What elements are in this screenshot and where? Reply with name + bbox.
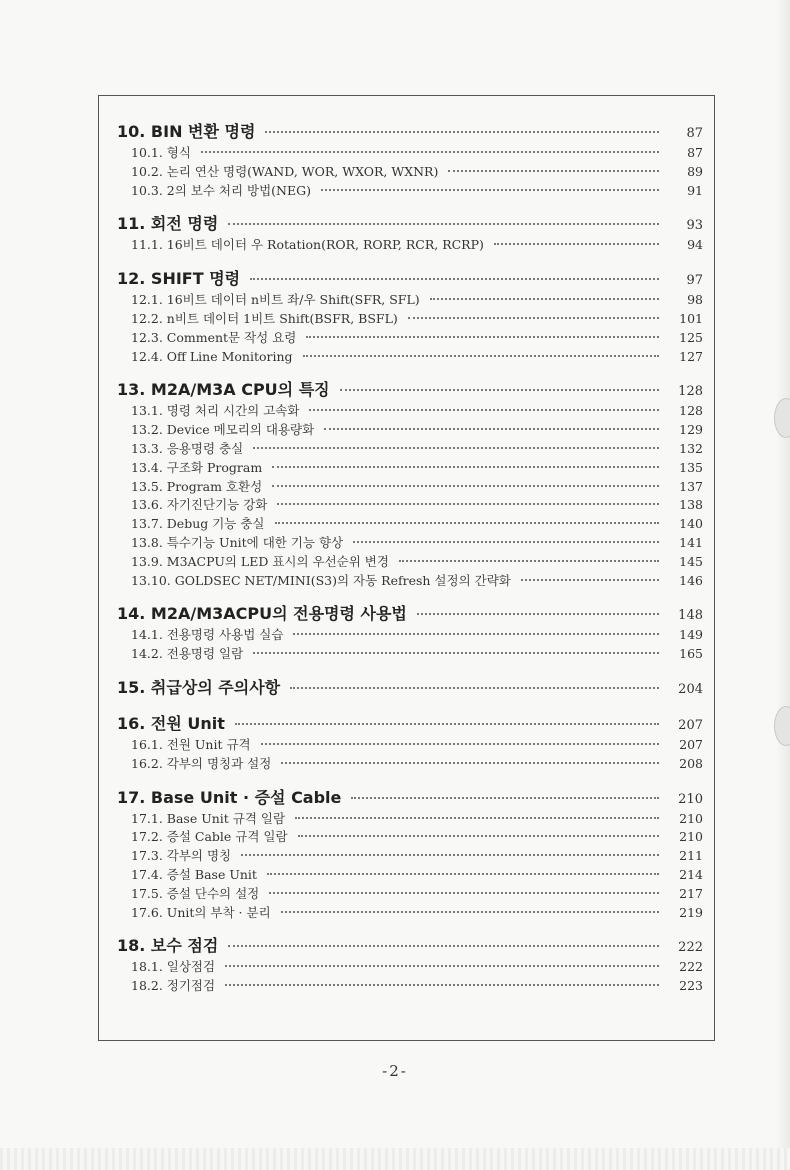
subsection-entry-page: 94 xyxy=(687,237,703,253)
chapter-entry-title: 11. 회전 명령 xyxy=(117,214,219,234)
subsection-entry[interactable] xyxy=(117,163,703,182)
subsection-entry-page: 141 xyxy=(679,534,703,550)
subsection-entry[interactable] xyxy=(117,958,703,977)
subsection-entry-page: 210 xyxy=(679,829,703,845)
dot-leader xyxy=(267,873,659,875)
dot-leader xyxy=(290,687,659,689)
subsection-entry-title: 12.3. Comment문 작성 요령 xyxy=(131,329,297,345)
subsection-entry[interactable] xyxy=(117,329,703,348)
dot-leader xyxy=(309,409,659,411)
subsection-entry-title: 13.10. GOLDSEC NET/MINI(S3)의 자동 Refresh 설정의 간략화 xyxy=(131,572,511,588)
subsection-entry-page: 127 xyxy=(679,348,703,364)
subsection-entry-title: 11.1. 16비트 데이터 우 Rotation(ROR, RORP, RCR, RCRP) xyxy=(131,237,484,253)
toc-section xyxy=(117,267,703,366)
dot-leader xyxy=(351,797,659,799)
subsection-entry-title: 13.8. 특수기능 Unit에 대한 기능 향상 xyxy=(131,534,344,550)
subsection-entry[interactable] xyxy=(117,828,703,847)
scan-band xyxy=(0,1148,790,1170)
dot-leader xyxy=(241,854,659,856)
subsection-entry[interactable] xyxy=(117,291,703,310)
dot-leader xyxy=(261,743,659,745)
subsection-entry-title: 18.2. 정기점검 xyxy=(131,978,216,994)
subsection-entry-title: 17.1. Base Unit 규격 일람 xyxy=(131,810,286,826)
subsection-entry-title: 13.4. 구조화 Program xyxy=(131,459,263,475)
subsection-entry-page: 207 xyxy=(679,736,703,752)
chapter-entry[interactable] xyxy=(117,378,703,402)
dot-leader xyxy=(265,131,659,133)
chapter-entry-page: 128 xyxy=(678,384,703,400)
table-of-contents xyxy=(117,120,703,1008)
dot-leader xyxy=(324,428,659,430)
subsection-entry-page: 87 xyxy=(687,145,703,160)
subsection-entry-page: 145 xyxy=(679,553,703,569)
subsection-entry[interactable] xyxy=(117,459,703,478)
dot-leader xyxy=(250,278,659,280)
dot-leader xyxy=(340,389,659,391)
subsection-entry[interactable] xyxy=(117,572,703,591)
subsection-entry[interactable] xyxy=(117,534,703,553)
dot-leader xyxy=(281,911,659,913)
subsection-entry-page: 208 xyxy=(679,755,703,771)
subsection-entry[interactable] xyxy=(117,645,703,664)
chapter-entry-page: 148 xyxy=(678,608,703,624)
subsection-entry[interactable] xyxy=(117,736,703,755)
chapter-entry-page: 222 xyxy=(678,940,703,956)
page-number: -2- xyxy=(382,1062,408,1080)
dot-leader xyxy=(448,170,659,172)
subsection-entry-title: 13.1. 명령 처리 시간의 고속화 xyxy=(131,403,300,419)
subsection-entry-page: 91 xyxy=(687,182,703,198)
chapter-entry-page: 93 xyxy=(686,218,703,234)
subsection-entry-title: 13.2. Device 메모리의 대용량화 xyxy=(131,422,315,438)
chapter-entry[interactable] xyxy=(117,120,703,144)
subsection-entry-title: 10.1. 형식 xyxy=(131,145,191,160)
subsection-entry[interactable] xyxy=(117,977,703,996)
subsection-entry-page: 217 xyxy=(679,885,703,901)
toc-section xyxy=(117,120,703,200)
chapter-entry-page: 210 xyxy=(678,791,703,807)
subsection-entry[interactable] xyxy=(117,144,703,163)
subsection-entry-title: 18.1. 일상점검 xyxy=(131,959,216,975)
subsection-entry-page: 210 xyxy=(679,810,703,826)
dot-leader xyxy=(275,522,660,524)
subsection-entry[interactable] xyxy=(117,810,703,829)
subsection-entry-title: 12.2. n비트 데이터 1비트 Shift(BSFR, BSFL) xyxy=(131,310,398,326)
subsection-entry-page: 219 xyxy=(679,904,703,920)
subsection-entry-page: 101 xyxy=(679,310,703,326)
dot-leader xyxy=(295,817,659,819)
chapter-entry[interactable] xyxy=(117,676,703,700)
subsection-entry[interactable] xyxy=(117,440,703,459)
dot-leader xyxy=(430,298,659,300)
subsection-entry-title: 14.2. 전용명령 일람 xyxy=(131,646,244,662)
dot-leader xyxy=(253,652,659,654)
subsection-entry-title: 10.2. 논리 연산 명령(WAND, WOR, WXOR, WXNR) xyxy=(131,163,439,179)
subsection-entry-title: 13.5. Program 호환성 xyxy=(131,478,263,494)
subsection-entry-title: 10.3. 2의 보수 처리 방법(NEG) xyxy=(131,182,311,198)
chapter-entry-title: 15. 취급상의 주의사항 xyxy=(117,677,281,697)
subsection-entry-page: 223 xyxy=(679,978,703,994)
subsection-entry-page: 129 xyxy=(679,422,703,438)
subsection-entry-page: 146 xyxy=(679,572,703,588)
subsection-entry[interactable] xyxy=(117,866,703,885)
chapter-entry[interactable] xyxy=(117,786,703,810)
subsection-entry-title: 13.9. M3ACPU의 LED 표시의 우선순위 변경 xyxy=(131,553,389,569)
dot-leader xyxy=(399,560,659,562)
subsection-entry-page: 135 xyxy=(679,459,703,475)
subsection-entry-page: 128 xyxy=(679,403,703,419)
dot-leader xyxy=(225,984,659,986)
toc-section xyxy=(117,676,703,700)
dot-leader xyxy=(417,613,659,615)
subsection-entry[interactable] xyxy=(117,478,703,497)
chapter-entry[interactable] xyxy=(117,934,703,958)
dot-leader xyxy=(293,633,659,635)
subsection-entry-page: 125 xyxy=(679,329,703,345)
subsection-entry-title: 17.3. 각부의 명칭 xyxy=(131,848,232,864)
dot-leader xyxy=(321,189,659,191)
chapter-entry[interactable] xyxy=(117,602,703,626)
dot-leader xyxy=(277,503,659,505)
subsection-entry[interactable] xyxy=(117,402,703,421)
toc-section xyxy=(117,378,703,590)
dot-leader xyxy=(228,945,659,947)
dot-leader xyxy=(303,355,659,357)
chapter-entry-title: 16. 전원 Unit xyxy=(117,713,225,733)
subsection-entry[interactable] xyxy=(117,847,703,866)
dot-leader xyxy=(306,336,659,338)
subsection-entry[interactable] xyxy=(117,421,703,440)
subsection-entry-title: 16.2. 각부의 명칭과 설정 xyxy=(131,755,272,771)
subsection-entry-title: 14.1. 전용명령 사용법 실습 xyxy=(131,627,284,643)
dot-leader xyxy=(235,723,659,725)
dot-leader xyxy=(281,762,659,764)
page-edge-shadow xyxy=(776,0,790,1170)
chapter-entry-title: 18. 보수 점검 xyxy=(117,936,219,956)
dot-leader xyxy=(408,317,659,319)
subsection-entry-title: 17.6. Unit의 부착 · 분리 xyxy=(131,904,271,920)
subsection-entry-page: 211 xyxy=(679,848,703,864)
chapter-entry-title: 10. BIN 변환 명령 xyxy=(117,122,256,141)
toc-section xyxy=(117,212,703,255)
chapter-entry-title: 12. SHIFT 명령 xyxy=(117,269,241,289)
subsection-entry-page: 222 xyxy=(679,959,703,975)
subsection-entry-title: 12.4. Off Line Monitoring xyxy=(131,348,293,364)
subsection-entry-title: 17.4. 증설 Base Unit xyxy=(131,866,257,882)
dot-leader xyxy=(225,965,659,967)
dot-leader xyxy=(494,243,659,245)
subsection-entry-title: 13.7. Debug 기능 충실 xyxy=(131,516,265,532)
subsection-entry-page: 214 xyxy=(679,866,703,882)
toc-section xyxy=(117,934,703,996)
chapter-entry-page: 97 xyxy=(686,273,703,289)
subsection-entry-page: 89 xyxy=(687,163,703,179)
subsection-entry-title: 12.1. 16비트 데이터 n비트 좌/우 Shift(SFR, SFL) xyxy=(131,292,420,308)
subsection-entry-page: 138 xyxy=(679,497,703,513)
subsection-entry[interactable] xyxy=(117,626,703,645)
chapter-entry-title: 17. Base Unit · 증설 Cable xyxy=(117,787,342,807)
subsection-entry[interactable] xyxy=(117,904,703,923)
subsection-entry[interactable] xyxy=(117,182,703,201)
dot-leader xyxy=(298,835,659,837)
dot-leader xyxy=(521,579,659,581)
chapter-entry[interactable] xyxy=(117,267,703,291)
subsection-entry-page: 165 xyxy=(679,646,703,662)
subsection-entry[interactable] xyxy=(117,236,703,255)
subsection-entry-page: 98 xyxy=(687,292,703,308)
subsection-entry[interactable] xyxy=(117,553,703,572)
dot-leader xyxy=(253,447,659,449)
chapter-entry-title: 13. M2A/M3A CPU의 특징 xyxy=(117,380,330,400)
chapter-entry[interactable] xyxy=(117,712,703,736)
dot-leader xyxy=(272,485,659,487)
subsection-entry-title: 13.6. 자기진단기능 강화 xyxy=(131,497,268,513)
subsection-entry-title: 16.1. 전원 Unit 규격 xyxy=(131,736,251,752)
chapter-entry-page: 87 xyxy=(686,126,703,141)
subsection-entry[interactable] xyxy=(117,496,703,515)
chapter-entry-page: 204 xyxy=(678,681,703,697)
dot-leader xyxy=(201,151,659,153)
chapter-entry[interactable] xyxy=(117,212,703,236)
dot-leader xyxy=(353,541,659,543)
dot-leader xyxy=(272,466,659,468)
subsection-entry-page: 140 xyxy=(679,516,703,532)
subsection-entry-page: 137 xyxy=(679,478,703,494)
chapter-entry-page: 207 xyxy=(678,717,703,733)
subsection-entry[interactable] xyxy=(117,348,703,367)
subsection-entry[interactable] xyxy=(117,310,703,329)
subsection-entry-title: 17.5. 증설 단수의 설정 xyxy=(131,885,260,901)
subsection-entry-title: 13.3. 응용명령 충실 xyxy=(131,440,244,456)
subsection-entry[interactable] xyxy=(117,515,703,534)
dot-leader xyxy=(228,223,659,225)
toc-section xyxy=(117,786,703,923)
dot-leader xyxy=(269,892,659,894)
subsection-entry-page: 149 xyxy=(679,627,703,643)
toc-section xyxy=(117,602,703,664)
toc-frame xyxy=(98,95,715,1041)
subsection-entry[interactable] xyxy=(117,885,703,904)
subsection-entry[interactable] xyxy=(117,755,703,774)
chapter-entry-title: 14. M2A/M3ACPU의 전용명령 사용법 xyxy=(117,604,407,624)
subsection-entry-page: 132 xyxy=(679,440,703,456)
toc-section xyxy=(117,712,703,774)
subsection-entry-title: 17.2. 증설 Cable 규격 일람 xyxy=(131,829,288,845)
